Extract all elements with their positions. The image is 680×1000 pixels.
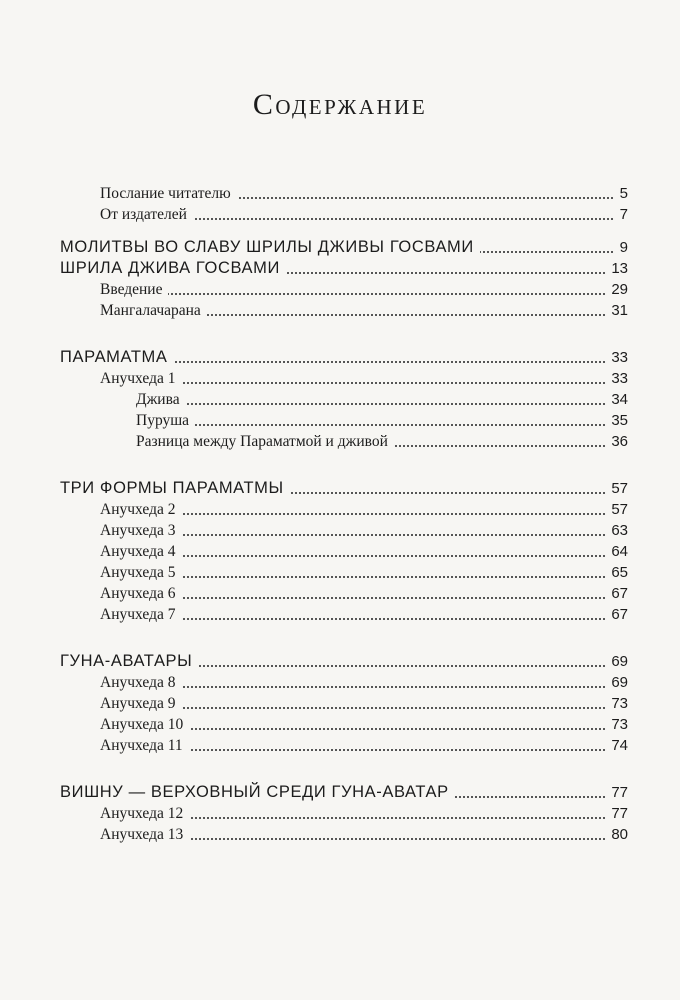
toc-page-number: 13	[605, 258, 628, 279]
toc-entry-label: Джива	[136, 389, 186, 410]
toc-page-number: 57	[605, 478, 628, 499]
toc-page-number: 5	[614, 183, 628, 204]
toc-entry[interactable]	[60, 368, 628, 389]
toc-entry[interactable]	[60, 541, 628, 562]
toc-page-number: 69	[605, 651, 628, 672]
toc-entry-label: Анучхеда 12	[100, 803, 189, 824]
toc-entry-label: МОЛИТВЫ ВО СЛАВУ ШРИЛЫ ДЖИВЫ ГОСВАМИ	[60, 237, 480, 258]
toc-entry[interactable]	[60, 735, 628, 756]
toc-entry[interactable]	[60, 583, 628, 604]
toc-page-number: 65	[605, 562, 628, 583]
toc-page-number: 74	[605, 735, 628, 756]
toc-entry-label: Анучхеда 7	[100, 604, 181, 625]
toc-page-number: 33	[605, 347, 628, 368]
dot-leader	[136, 403, 628, 405]
toc-page-number: 63	[605, 520, 628, 541]
toc-entry[interactable]	[60, 604, 628, 625]
toc-entry[interactable]	[60, 499, 628, 520]
toc-entry-label: Анучхеда 11	[100, 735, 189, 756]
toc-entry-label: ВИШНУ — ВЕРХОВНЫЙ СРЕДИ ГУНА-АВАТАР	[60, 782, 455, 803]
toc-page-number: 36	[605, 431, 628, 452]
toc-entry-label: Анучхеда 10	[100, 714, 189, 735]
toc-entry-label: Анучхеда 6	[100, 583, 181, 604]
toc-entry-label: ТРИ ФОРМЫ ПАРАМАТМЫ	[60, 478, 290, 499]
toc-section[interactable]	[60, 347, 628, 368]
toc-entry-label: Введение	[100, 279, 168, 300]
toc-entry-label: Мангалачарана	[100, 300, 207, 321]
toc-entry[interactable]	[60, 672, 628, 693]
toc-subentry[interactable]	[60, 410, 628, 431]
toc-subentry[interactable]	[60, 431, 628, 452]
toc-page-number: 67	[605, 583, 628, 604]
toc-entry[interactable]	[60, 183, 628, 204]
toc-entry[interactable]	[60, 520, 628, 541]
toc-entry-label: Анучхеда 2	[100, 499, 181, 520]
table-of-contents	[60, 183, 628, 845]
toc-entry-label: ГУНА-АВАТАРЫ	[60, 651, 198, 672]
toc-entry[interactable]	[60, 714, 628, 735]
toc-entry-label: Анучхеда 1	[100, 368, 181, 389]
toc-entry-label: Разница между Параматмой и дживой	[136, 431, 394, 452]
toc-page-number: 7	[614, 204, 628, 225]
toc-entry-label: Анучхеда 5	[100, 562, 181, 583]
toc-entry-label: ПАРАМАТМА	[60, 347, 173, 368]
toc-entry[interactable]	[60, 693, 628, 714]
toc-section[interactable]	[60, 258, 628, 279]
toc-section[interactable]	[60, 651, 628, 672]
toc-page-number: 9	[614, 237, 628, 258]
toc-page-number: 35	[605, 410, 628, 431]
toc-entry[interactable]	[60, 803, 628, 824]
toc-page-number: 34	[605, 389, 628, 410]
toc-entry[interactable]	[60, 300, 628, 321]
toc-page-number: 77	[605, 803, 628, 824]
toc-page-number: 80	[605, 824, 628, 845]
toc-entry-label: Пуруша	[136, 410, 195, 431]
toc-entry[interactable]	[60, 824, 628, 845]
toc-entry-label: ШРИЛА ДЖИВА ГОСВАМИ	[60, 258, 286, 279]
toc-page-number: 57	[605, 499, 628, 520]
dot-leader	[100, 293, 628, 295]
toc-page-number: 64	[605, 541, 628, 562]
toc-entry-label: Анучхеда 8	[100, 672, 181, 693]
toc-entry-label: Анучхеда 9	[100, 693, 181, 714]
toc-entry[interactable]	[60, 204, 628, 225]
toc-page-number: 69	[605, 672, 628, 693]
toc-section[interactable]	[60, 478, 628, 499]
toc-page-number: 73	[605, 693, 628, 714]
toc-entry-label: Анучхеда 13	[100, 824, 189, 845]
page-title: Содержание	[252, 88, 428, 121]
toc-page-number: 77	[605, 782, 628, 803]
toc-page-number: 67	[605, 604, 628, 625]
toc-entry[interactable]	[60, 562, 628, 583]
toc-page-number: 33	[605, 368, 628, 389]
toc-page-number: 29	[605, 279, 628, 300]
toc-page-number: 31	[605, 300, 628, 321]
toc-entry-label: Послание читателю	[100, 183, 237, 204]
toc-entry[interactable]	[60, 279, 628, 300]
toc-entry-label: От издателей	[100, 204, 193, 225]
toc-section[interactable]	[60, 237, 628, 258]
toc-entry-label: Анучхеда 3	[100, 520, 181, 541]
toc-section[interactable]	[60, 782, 628, 803]
toc-page-number: 73	[605, 714, 628, 735]
toc-entry-label: Анучхеда 4	[100, 541, 181, 562]
toc-subentry[interactable]	[60, 389, 628, 410]
dot-leader	[136, 424, 628, 426]
